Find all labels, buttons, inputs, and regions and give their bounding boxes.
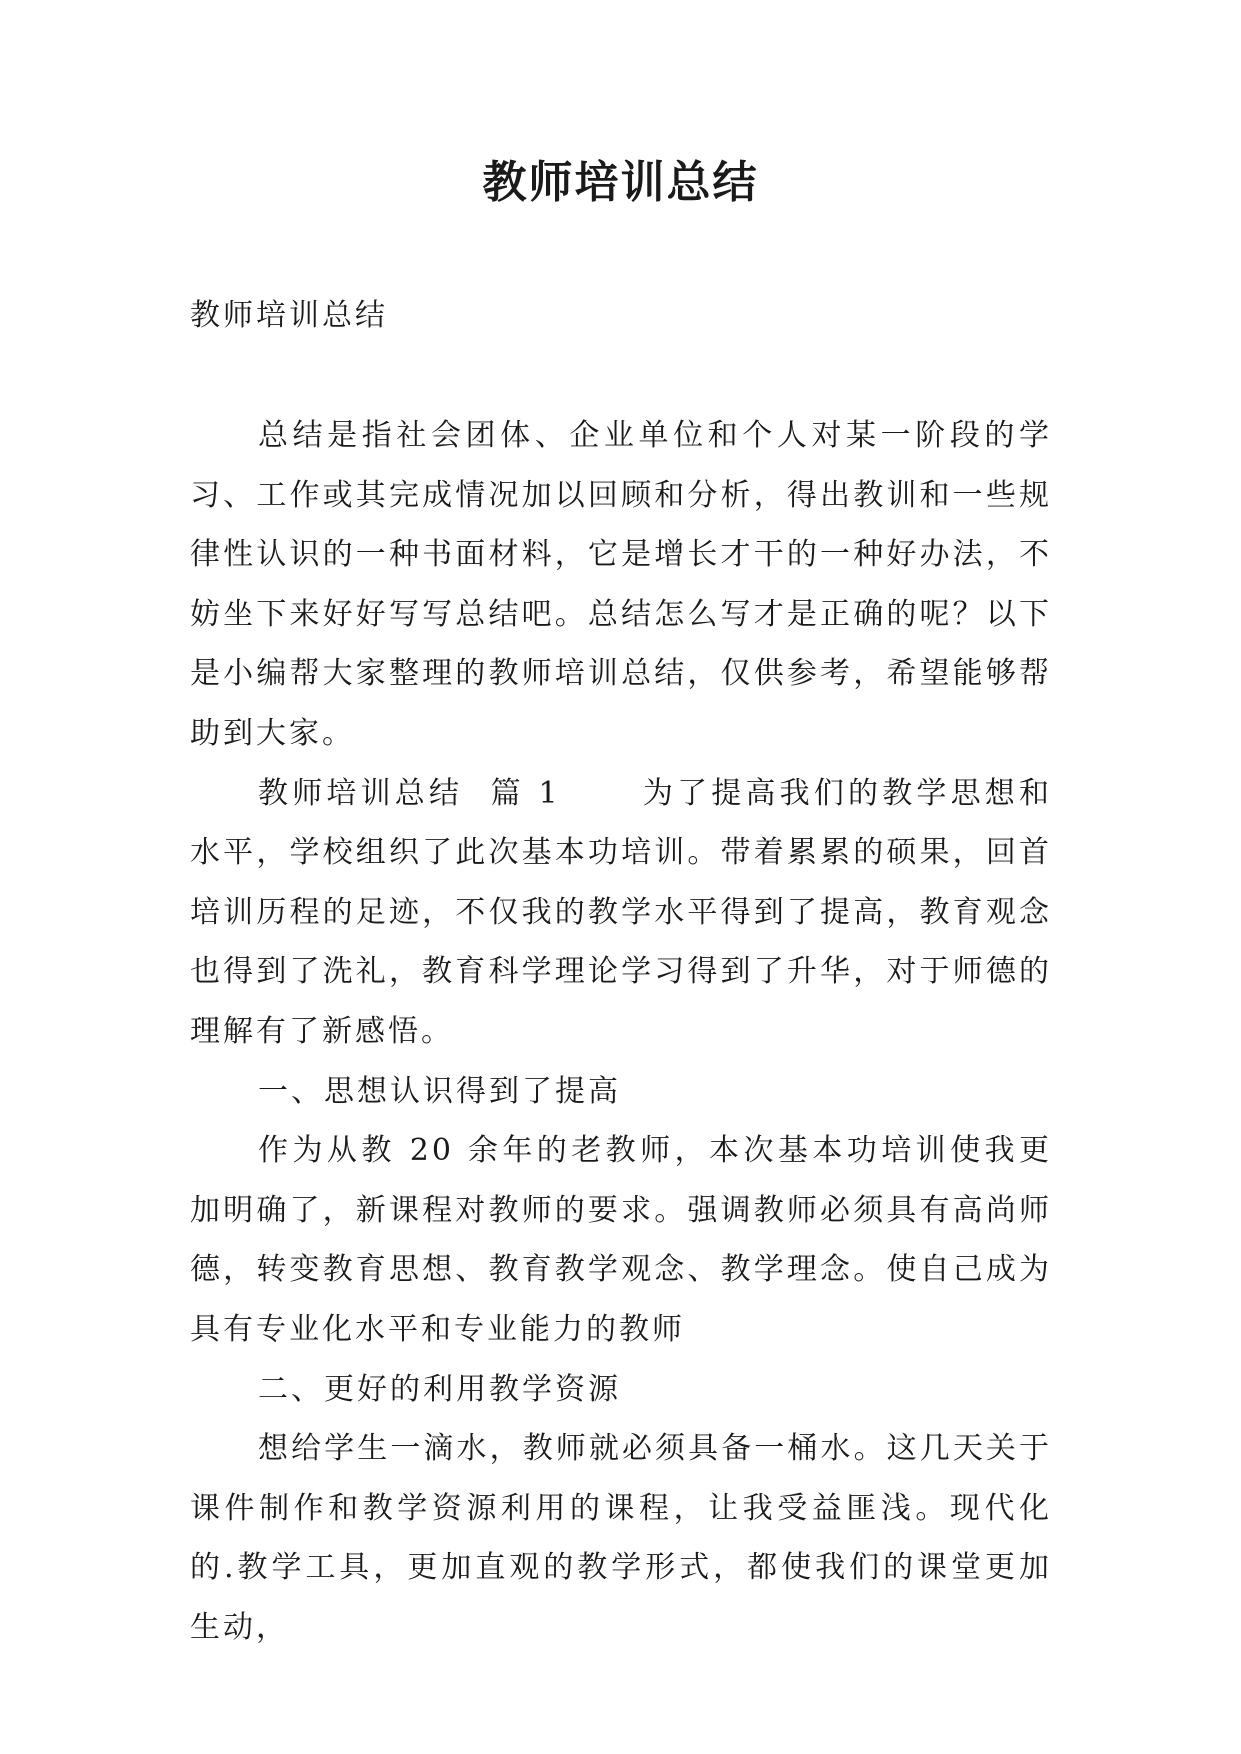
document-title: 教师培训总结 [482,157,759,208]
heading-teaching-resources: 二、更好的利用教学资源 [258,1371,621,1407]
thought-improvement-paragraph: 作为从教 20 余年的老教师，本次基本功培训使我更加明确了，新课程对教师的要求。强调教师必须具有高尚师德，转变教育思想、教育教学观念、教学理念。使自己成为具有专业化水平和专业能力的教师 [190,1133,1052,1347]
teaching-resources-paragraph: 想给学生一滴水，教师就必须具备一桶水。这几天关于课件制作和教学资源利用的课程，让我受益匪浅。现代化的.教学工具，更加直观的教学形式，都使我们的课堂更加生动， [190,1431,1052,1645]
heading-thought-improvement: 一、思想认识得到了提高 [258,1073,621,1109]
section-1-paragraph: 教师培训总结 篇 1 为了提高我们的教学思想和水平，学校组织了此次基本功培训。带着累累的硕果，回首培训历程的足迹，不仅我的教学水平得到了提高，教育观念也得到了洗礼，教育科学理论学习得到了升华，对于师德的理解有了新感悟。 [190,775,1052,1049]
document-body [190,406,1052,1657]
intro-paragraph: 总结是指社会团体、企业单位和个人对某一阶段的学习、工作或其完成情况加以回顾和分析，得出教训和一些规律性认识的一种书面材料，它是增长才干的一种好办法，不妨坐下来好好写写总结吧。总结怎么写才是正确的呢？以下是小编帮大家整理的教师培训总结，仅供参考，希望能够帮助到大家。 [190,418,1052,751]
document-subtitle: 教师培训总结 [190,298,388,333]
